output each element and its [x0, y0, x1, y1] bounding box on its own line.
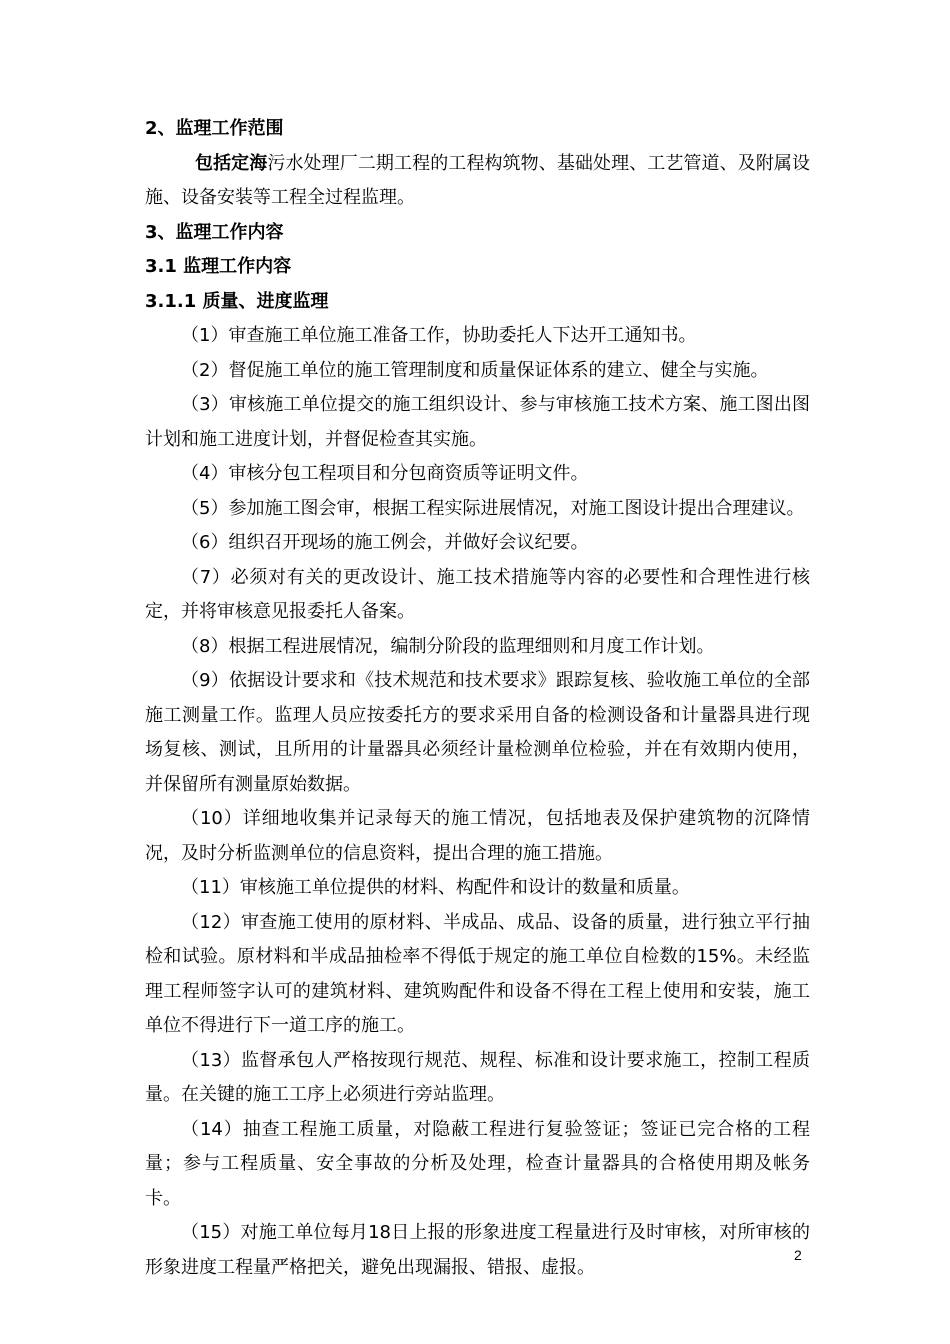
list-item-12: （12）审查施工使用的原材料、半成品、成品、设备的质量，进行独立平行抽检和试验。原材料和半成品抽检率不得低于规定的施工单位自检数的15%。未经监理工程师签字认可的建筑材料、建筑购配件和设备不得在工程上使用和安装，施工单位不得进行下一道工序的施工。	[145, 911, 810, 1036]
list-item-10: （10）详细地收集并记录每天的施工情况，包括地表及保护建筑物的沉降情况，及时分析监测单位的信息资料，提出合理的施工措施。	[145, 808, 810, 864]
section-3-1-1-heading: 3.1.1 质量、进度监理	[145, 290, 329, 312]
section-2-heading: 2、监理工作范围	[145, 118, 284, 139]
section-2-intro	[145, 147, 810, 216]
list-item-4: （4）审核分包工程项目和分包商资质等证明文件。	[181, 463, 589, 484]
list-item-6: （6）组织召开现场的施工例会，并做好会议纪要。	[181, 532, 589, 553]
list-item-1: （1）审查施工单位施工准备工作，协助委托人下达开工通知书。	[181, 325, 697, 346]
list-item-15: （15）对施工单位每月18日上报的形象进度工程量进行及时审核，对所审核的形象进度工程量严格把关，避免出现漏报、错报、虚报。	[145, 1222, 810, 1278]
list-item-13: （13）监督承包人严格按现行规范、规程、标准和设计要求施工，控制工程质量。在关键的施工工序上必须进行旁站监理。	[145, 1049, 810, 1105]
section-3-heading: 3、监理工作内容	[145, 221, 284, 243]
list-item-8: （8）根据工程进展情况，编制分阶段的监理细则和月度工作计划。	[181, 635, 715, 657]
section-3-1-heading: 3.1 监理工作内容	[145, 256, 292, 277]
list-item-2: （2）督促施工单位的施工管理制度和质量保证体系的建立、健全与实施。	[181, 359, 769, 381]
list-item-14: （14）抽查工程施工质量，对隐蔽工程进行复验签证；签证已完合格的工程量；参与工程质量、安全事故的分析及处理，检查计量器具的合格使用期及帐务卡。	[145, 1118, 810, 1209]
document-body	[145, 112, 810, 1285]
page-number: 2	[794, 1247, 802, 1263]
list-item-7: （7）必须对有关的更改设计、施工技术措施等内容的必要性和合理性进行核定，并将审核意见报委托人备案。	[145, 566, 810, 622]
list-item-3: （3）审核施工单位提交的施工组织设计、参与审核施工技术方案、施工图出图计划和施工进度计划，并督促检查其实施。	[145, 394, 810, 450]
intro-rest-text: 污水处理厂二期工程的工程构筑物、基础处理、工艺管道、及附属设施、设备安装等工程全过程监理。	[145, 152, 811, 208]
intro-bold-text: 包括定海	[195, 152, 268, 174]
list-item-11: （11）审核施工单位提供的材料、构配件和设计的数量和质量。	[181, 877, 690, 898]
list-item-9: （9）依据设计要求和《技术规范和技术要求》跟踪复核、验收施工单位的全部施工测量工作。监理人员应按委托方的要求采用自备的检测设备和计量器具进行现场复核、测试，且所用的计量器具必须经计量检测单位检验，并在有效期内使用，并保留所有测量原始数据。	[145, 670, 810, 795]
list-item-5: （5）参加施工图会审，根据工程实际进展情况，对施工图设计提出合理建议。	[181, 497, 805, 519]
